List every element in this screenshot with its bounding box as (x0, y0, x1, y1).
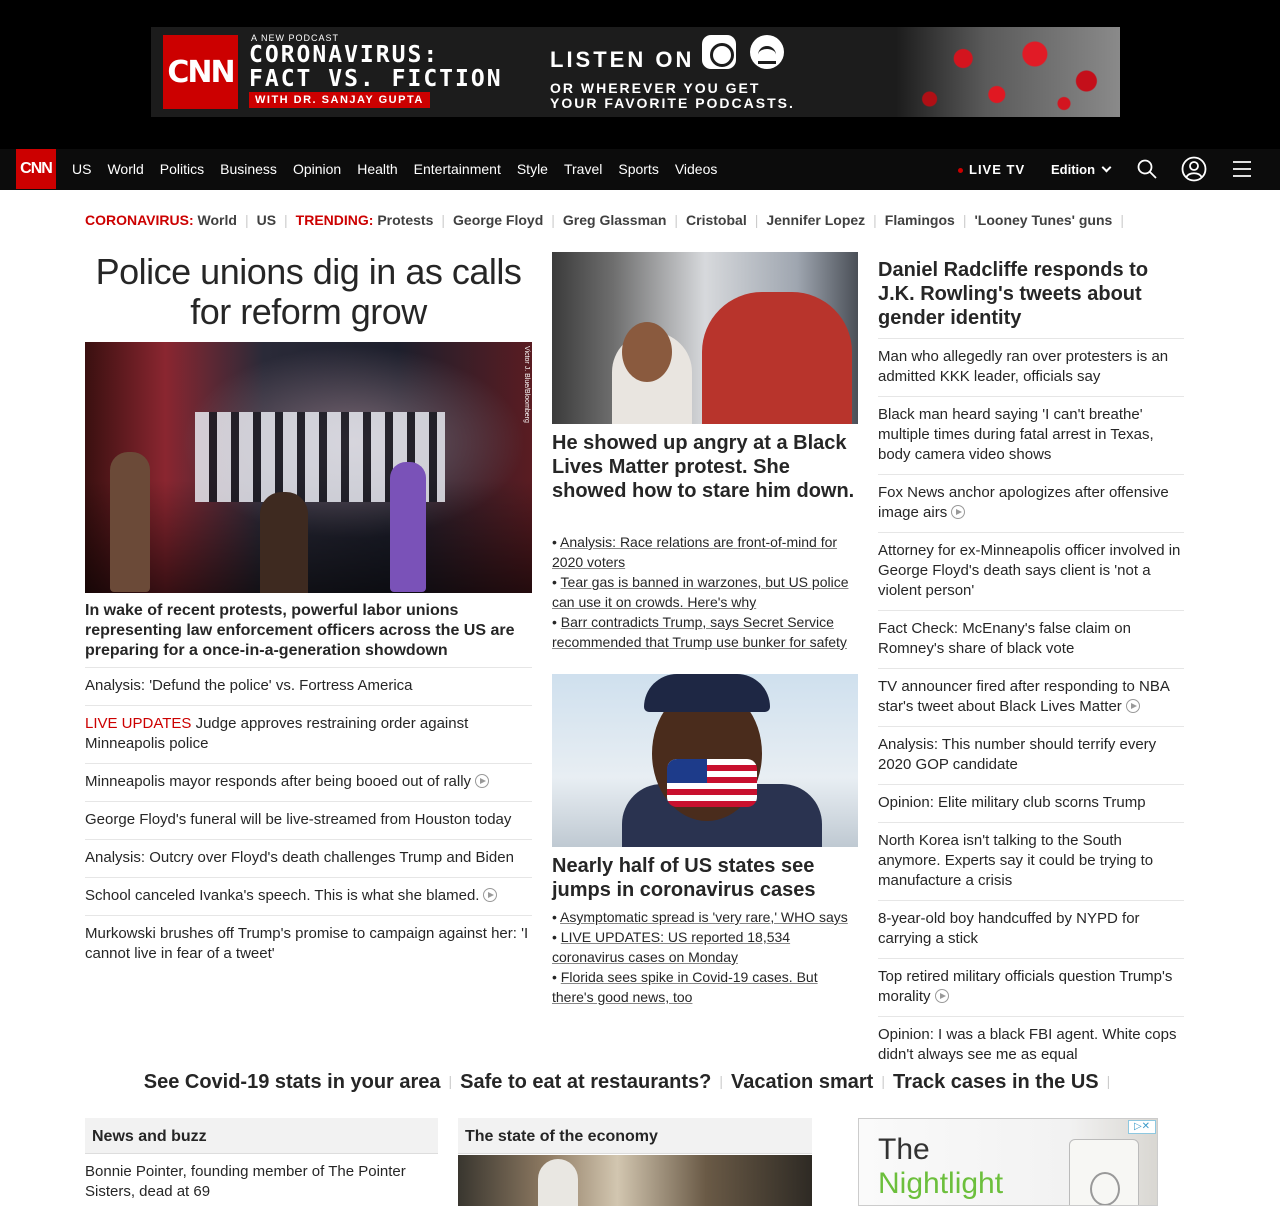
list-item[interactable] (878, 900, 1184, 958)
link-restaurants[interactable]: Safe to eat at restaurants? (460, 1071, 712, 1093)
bullet-link[interactable]: Florida sees spike in Covid-19 cases. But there's good news, too (552, 969, 818, 1005)
list-item[interactable] (878, 822, 1184, 900)
list-item[interactable]: Bonnie Pointer, founding member of The Pointer Sisters, dead at 69 (85, 1163, 406, 1200)
adchoices-icon[interactable]: ▷✕ (1128, 1120, 1156, 1134)
trending-bar: CORONAVIRUS: World | US | TRENDING: Protests | George Floyd | Greg Glassman | Cristobal | Jennifer Lopez | Flamingos | 'Looney Tunes' guns | (85, 212, 1124, 228)
trending-label: TRENDING: (295, 212, 374, 228)
covid-link-bar: See Covid-19 stats in your area | Safe to eat at restaurants? | Vacation smart | Track cases in the US | (143, 1071, 1111, 1093)
video-play-icon (475, 774, 489, 788)
image-man (702, 292, 852, 424)
story1-bullets (552, 532, 858, 652)
bullet-link[interactable]: Tear gas is banned in warzones, but US police can use it on crowds. Here's why (552, 574, 849, 610)
raised-fist (390, 462, 426, 592)
list-item[interactable] (85, 877, 532, 915)
list-item[interactable] (878, 668, 1184, 726)
link-covid-stats[interactable]: See Covid-19 stats in your area (143, 1071, 441, 1093)
list-item-text: Minneapolis mayor responds after being booed out of rally (85, 773, 472, 790)
video-play-icon (935, 989, 949, 1003)
list-item-text: Attorney for ex-Minneapolis officer involved in George Floyd's death says client is 'not a violent person' (878, 542, 1181, 599)
col1-story-list (85, 667, 532, 973)
nav-link-opinion[interactable]: Opinion (292, 161, 342, 177)
list-item-text: Analysis: Outcry over Floyd's death challenges Trump and Biden (85, 849, 514, 866)
list-item-text: Analysis: This number should terrify every 2020 GOP candidate (878, 736, 1157, 773)
live-updates-tag: LIVE UPDATES (85, 715, 192, 732)
ad-cnn-logo: CNN (163, 35, 238, 109)
trend-link-jennifer-lopez[interactable]: Jennifer Lopez (766, 212, 866, 228)
list-item[interactable] (878, 1016, 1184, 1074)
edition-label: Edition (1051, 162, 1096, 177)
ad2-line2: Nightlight (878, 1167, 1004, 1200)
list-item-text: 8-year-old boy handcuffed by NYPD for carrying a stick (878, 910, 1140, 947)
video-play-icon (951, 505, 965, 519)
raised-fist (110, 452, 150, 592)
ad-listen: LISTEN ON (550, 47, 695, 72)
trend-link-world[interactable]: World (197, 212, 237, 228)
list-item[interactable] (878, 532, 1184, 610)
apple-podcasts-icon (702, 35, 736, 69)
live-tv-button[interactable] (958, 162, 1025, 177)
main-nav (0, 149, 1280, 190)
list-item[interactable] (878, 784, 1184, 822)
list-item-text: Murkowski brushes off Trump's promise to campaign against her: 'I cannot live in fear of a tweet' (85, 925, 529, 962)
list-item[interactable] (85, 915, 532, 973)
list-item-text: TV announcer fired after responding to NBA star's tweet about Black Lives Matter (878, 678, 1170, 715)
trend-link-us[interactable]: US (256, 212, 277, 228)
nav-link-health[interactable]: Health (357, 161, 398, 177)
list-item[interactable] (878, 338, 1184, 396)
list-item[interactable] (878, 958, 1184, 1016)
live-tv-label: LIVE TV (969, 162, 1026, 177)
hero-headline[interactable]: Police unions dig in as calls for reform grow (95, 251, 522, 332)
podcast-ad[interactable] (151, 27, 1120, 117)
nav-link-business[interactable]: Business (220, 161, 277, 177)
bullet-link[interactable]: Analysis: Race relations are front-of-mind for 2020 voters (552, 534, 838, 570)
ad-subtext (550, 81, 795, 111)
trend-link-looney-tunes[interactable]: 'Looney Tunes' guns (974, 212, 1113, 228)
raised-fist (260, 492, 308, 593)
nav-link-videos[interactable]: Videos (674, 161, 718, 177)
list-item-text: Fox News anchor apologizes after offensive image airs (878, 484, 1169, 521)
nav-link-world[interactable]: World (107, 161, 144, 177)
section-header-economy: The state of the economy (458, 1118, 812, 1154)
ad-title-line1: CORONAVIRUS: (249, 42, 440, 68)
blm-protest-image[interactable] (552, 252, 858, 424)
list-item[interactable] (85, 763, 532, 801)
bullet-item: • Tear gas is banned in warzones, but US police can use it on crowds. Here's why (552, 574, 849, 610)
spotify-icon (750, 35, 784, 69)
bullet-link[interactable]: Asymptomatic spread is 'very rare,' WHO says (560, 909, 848, 925)
story1-title[interactable]: He showed up angry at a Black Lives Matter protest. She showed how to stare him down. (552, 432, 855, 502)
hamburger-menu-icon[interactable] (1233, 161, 1251, 177)
col3-story-list (878, 338, 1184, 1074)
list-item-text: Opinion: I was a black FBI agent. White cops didn't always see me as equal (878, 1026, 1177, 1063)
list-item[interactable] (878, 726, 1184, 784)
search-icon[interactable] (1137, 159, 1157, 179)
section-header-news-buzz: News and buzz (85, 1118, 438, 1154)
bullet-link[interactable]: LIVE UPDATES: US reported 18,534 coronavirus cases on Monday (552, 929, 791, 965)
user-account-icon[interactable] (1181, 156, 1207, 182)
list-item[interactable] (878, 396, 1184, 474)
bullet-item: • Florida sees spike in Covid-19 cases. But there's good news, too (552, 969, 818, 1005)
video-play-icon (483, 888, 497, 902)
list-item-text: Opinion: Elite military club scorns Trump (878, 794, 1146, 811)
trend-link-greg-glassman[interactable]: Greg Glassman (562, 212, 667, 228)
story2-bullets (552, 907, 858, 1007)
bullet-item: • Asymptomatic spread is 'very rare,' WHO says (552, 909, 848, 925)
list-item[interactable] (85, 667, 532, 705)
bullet-item: • LIVE UPDATES: US reported 18,534 coronavirus cases on Monday (552, 929, 791, 965)
nav-link-politics[interactable]: Politics (159, 161, 205, 177)
nav-links (72, 149, 733, 189)
nav-link-style[interactable]: Style (516, 161, 548, 177)
image-face (622, 322, 672, 382)
trend-link-protests[interactable]: Protests (377, 212, 434, 228)
coronavirus-label: CORONAVIRUS: (85, 212, 194, 228)
live-dot-icon (958, 168, 963, 173)
hero-deck[interactable]: In wake of recent protests, powerful labor unions representing law enforcement officers across the US are preparing for a once-in-a-generation showdown (85, 602, 515, 659)
ad2-line1: The (878, 1133, 930, 1166)
bullet-link[interactable]: Barr contradicts Trump, says Secret Service recommended that Trump use bunker for safety (552, 614, 847, 650)
list-item[interactable] (85, 801, 532, 839)
list-item-text: School canceled Ivanka's speech. This is what she blamed. (85, 887, 480, 904)
ad-title (249, 43, 503, 91)
list-item-text: Top retired military officials question Trump's morality (878, 968, 1173, 1005)
list-item-text: Analysis: 'Defund the police' vs. Fortress America (85, 677, 413, 694)
ad-host: WITH DR. SANJAY GUPTA (249, 92, 430, 108)
list-item-text: Judge approves restraining order against Minneapolis police (85, 715, 469, 752)
link-vacation[interactable]: Vacation smart (731, 1071, 874, 1093)
list-item-text: Fact Check: McEnany's false claim on Romney's share of black vote (878, 620, 1131, 657)
photo-credit: Victor J. Blue/Bloomberg (523, 346, 530, 423)
trend-link-george-floyd[interactable]: George Floyd (453, 212, 544, 228)
nightlight-ad[interactable] (858, 1118, 1158, 1206)
cnn-logo[interactable]: CNN (16, 149, 56, 189)
list-item[interactable] (878, 610, 1184, 668)
list-item-text: Black man heard saying 'I can't breathe' multiple times during fatal arrest in Texas, body camera video shows (878, 406, 1154, 463)
covid-mask-image[interactable] (552, 674, 858, 847)
image-flag-stars (667, 759, 707, 783)
trend-link-flamingos[interactable]: Flamingos (884, 212, 955, 228)
hero-image[interactable] (85, 342, 532, 593)
nav-link-sports[interactable]: Sports (618, 161, 659, 177)
chevron-down-icon (1102, 163, 1112, 173)
col3-headline[interactable]: Daniel Radcliffe responds to J.K. Rowling's tweets about gender identity (878, 259, 1149, 329)
list-item-text: George Floyd's funeral will be live-streamed from Houston today (85, 811, 512, 828)
trend-link-cristobal[interactable]: Cristobal (686, 212, 747, 228)
virus-image (896, 27, 1120, 117)
outlet-image (1069, 1139, 1139, 1206)
story2-title[interactable]: Nearly half of US states see jumps in coronavirus cases (552, 855, 816, 901)
bullet-item: • Barr contradicts Trump, says Secret Service recommended that Trump use bunker for safety (552, 614, 847, 650)
list-item-text: Man who allegedly ran over protesters is an admitted KKK leader, officials say (878, 348, 1169, 385)
list-item[interactable] (85, 705, 532, 763)
ad-subtext-line1: OR WHEREVER YOU GET (550, 80, 761, 96)
video-play-icon (1126, 699, 1140, 713)
economy-image[interactable] (458, 1155, 812, 1206)
nav-link-entertainment[interactable]: Entertainment (413, 161, 501, 177)
ad-kicker: A NEW PODCAST (251, 33, 340, 43)
nav-link-travel[interactable]: Travel (563, 161, 603, 177)
bullet-item: • Analysis: Race relations are front-of-mind for 2020 voters (552, 534, 838, 570)
ad-subtext-line2: YOUR FAVORITE PODCASTS. (550, 95, 795, 111)
list-item[interactable] (85, 839, 532, 877)
ad-zone (0, 0, 1280, 149)
nav-link-us[interactable]: US (72, 161, 92, 177)
list-item[interactable] (878, 474, 1184, 532)
image-cap (644, 674, 770, 712)
ad-title-line2: FACT VS. FICTION (249, 66, 503, 92)
edition-dropdown[interactable] (1051, 162, 1110, 177)
link-track-cases[interactable]: Track cases in the US (892, 1071, 1099, 1093)
list-item-text: North Korea isn't talking to the South anymore. Experts say it could be trying to manufacture a crisis (878, 832, 1154, 889)
